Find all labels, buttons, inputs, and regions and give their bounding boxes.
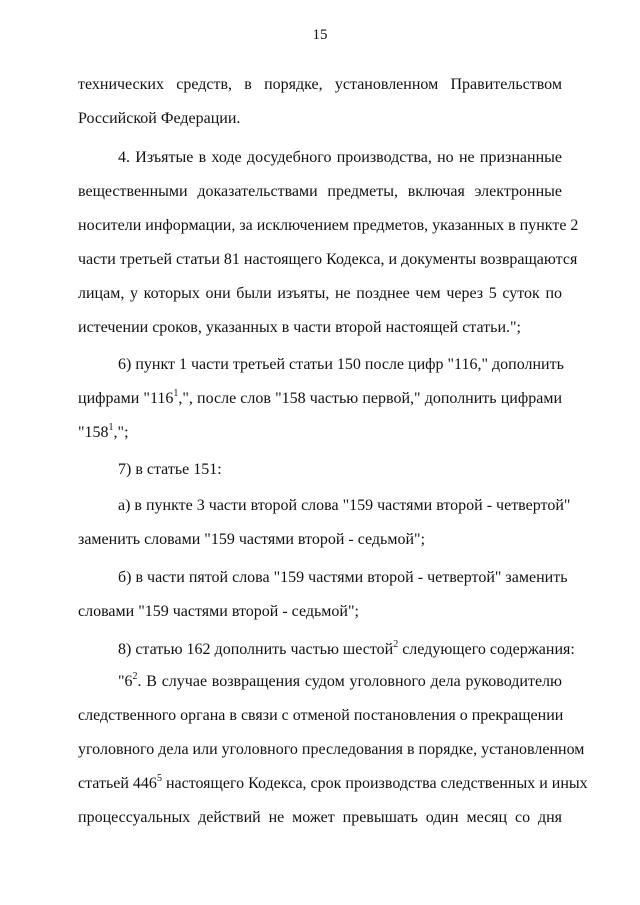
text-line: б) в части пятой слова "159 частями второй - четвертой" заменить: [118, 569, 568, 586]
superscript: 1: [108, 421, 114, 433]
text-line: вещественными доказательствами предметы, включая электронные: [78, 183, 562, 200]
text-line: 8) статью 162 дополнить частью шестой$^2$ следующего содержания:: [118, 638, 575, 658]
text-line: части третьей статьи 81 настоящего Кодекса, и документы возвращаются: [78, 251, 578, 268]
superscript: 1: [173, 387, 179, 399]
text-line: словами "159 частями второй - седьмой";: [78, 603, 359, 620]
text-line: статьей $446^5$ настоящего Кодекса, срок производства следственных и иных: [78, 772, 588, 792]
text-line: "$6^2$. В случае возвращения судом уголовного дела руководителю: [118, 670, 562, 690]
text-line: 4. Изъятые в ходе досудебного производства, но не признанные: [118, 149, 562, 166]
text-line: 7) в статье 151:: [118, 461, 222, 478]
text-line: следственного органа в связи с отменой постановления о прекращении: [78, 707, 564, 724]
text-line: технических средств, в порядке, установленном Правительством: [78, 76, 562, 93]
text-line: лицам, у которых они были изъяты, не позднее чем через 5 суток по: [78, 285, 562, 302]
text-line: уголовного дела или уголовного преследования в порядке, установленном: [78, 741, 585, 758]
page-number: 15: [312, 27, 328, 43]
text-line: заменить словами "159 частями второй - седьмой";: [78, 531, 426, 548]
superscript: 2: [393, 638, 399, 650]
text-line: а) в пункте 3 части второй слова "159 частями второй - четвертой": [118, 497, 571, 514]
superscript: 2: [132, 670, 138, 682]
text-line: "$158^1$,";: [78, 421, 129, 441]
text-line: истечении сроков, указанных в части второй настоящей статьи.";: [78, 319, 521, 336]
text-line: процессуальных действий не может превышать один месяц со дня: [78, 809, 562, 826]
text-line: носители информации, за исключением предметов, указанных в пункте 2: [78, 217, 579, 234]
text-line: 6) пункт 1 части третьей статьи 150 после цифр "116," дополнить: [118, 356, 564, 373]
text-line: цифрами "$116^1$,", после слов "158 частью первой," дополнить цифрами: [78, 387, 563, 407]
text-line: Российской Федерации.: [78, 110, 241, 127]
superscript: 5: [156, 772, 162, 784]
